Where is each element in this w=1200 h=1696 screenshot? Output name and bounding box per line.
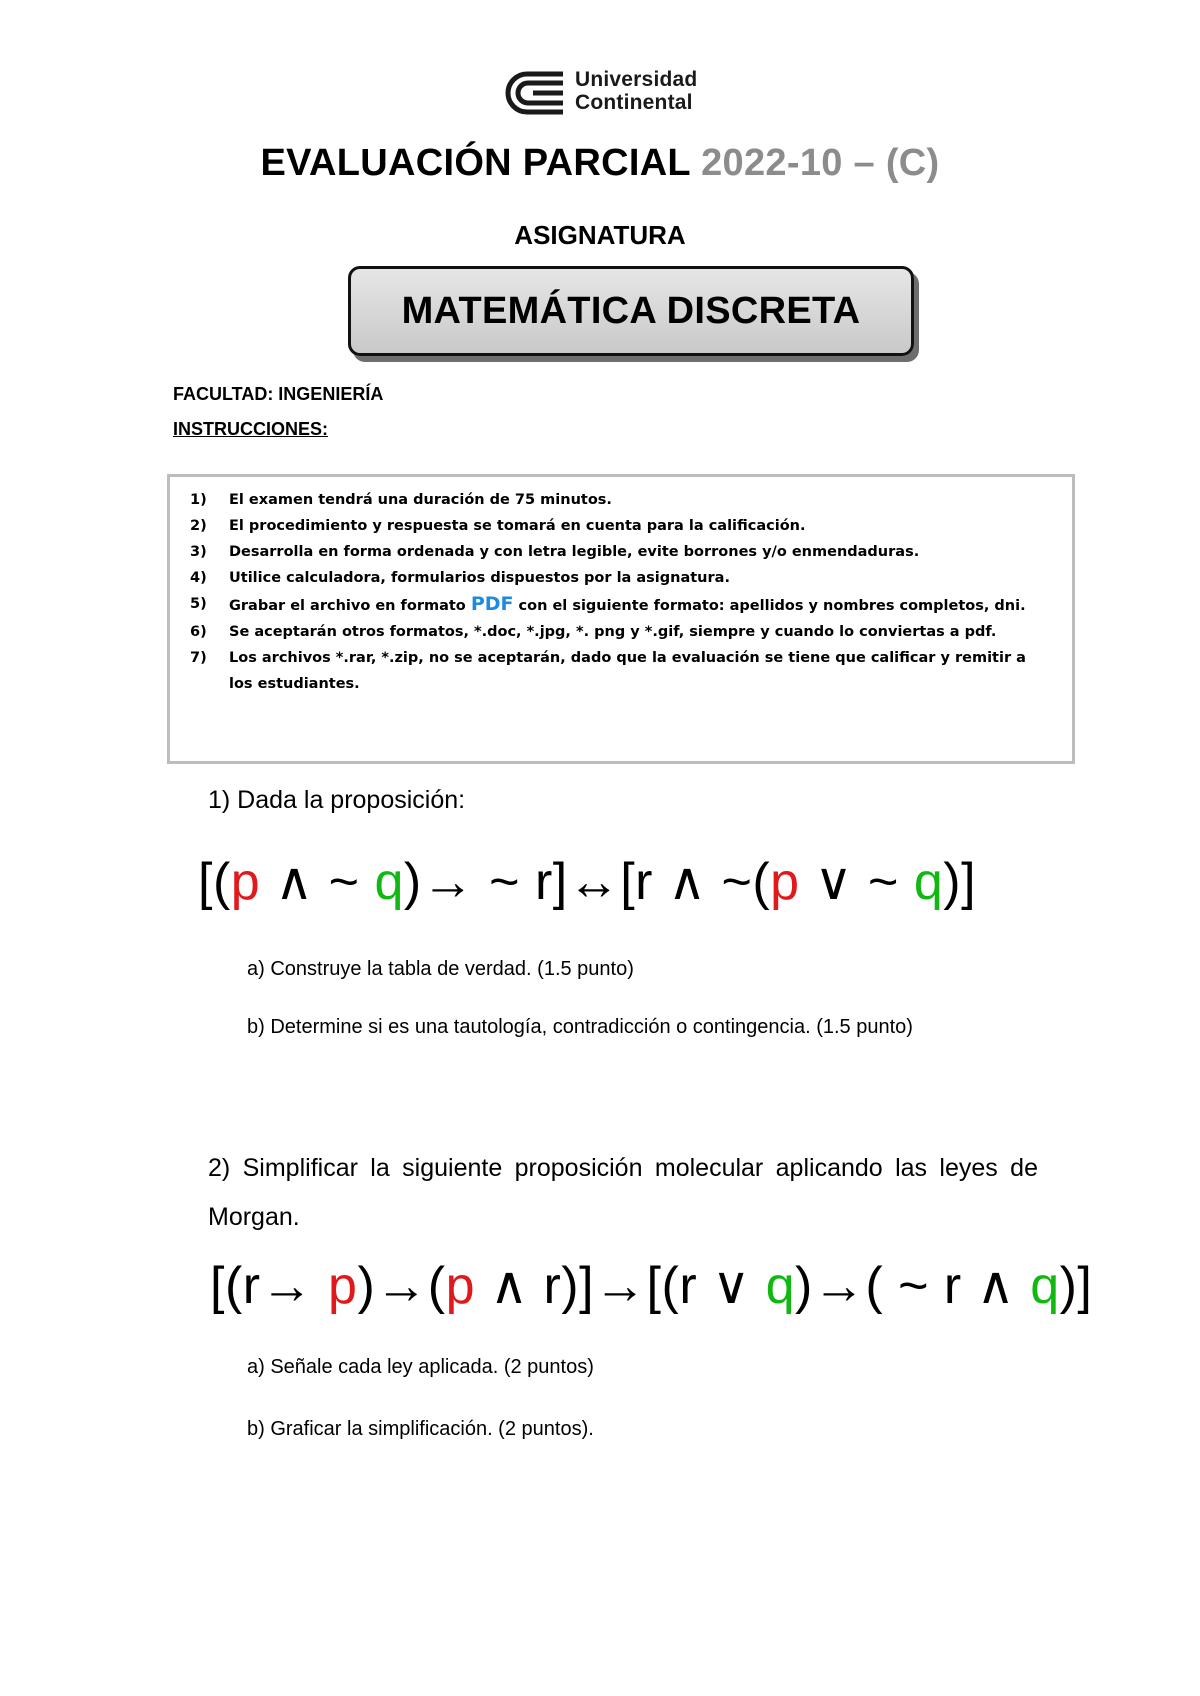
- instruction-item: 5) Grabar el archivo en formato PDF con el siguiente formato: apellidos y nombres completos, dni.: [190, 593, 1026, 615]
- university-logo-icon: [505, 70, 567, 116]
- logo-line-1: Universidad: [575, 68, 698, 91]
- pdf-highlight: PDF: [470, 593, 514, 615]
- instruction-item: 6) Se aceptarán otros formatos, *.doc, *.jpg, *. png y *.gif, siempre y cuando lo conviertas a pdf.: [190, 624, 997, 640]
- question-1-part-a: a) Construye la tabla de verdad. (1.5 punto): [247, 958, 634, 980]
- instructions-heading: INSTRUCCIONES:: [173, 419, 329, 439]
- question-2-text: 2) Simplificar la siguiente proposición molecular aplicando las leyes de Morgan.: [208, 1154, 1038, 1231]
- exam-title: [0, 142, 1200, 185]
- question-1-part-b: b) Determine si es una tautología, contradicción o contingencia. (1.5 punto): [247, 1016, 913, 1038]
- subject-label: ASIGNATURA: [514, 220, 686, 250]
- university-logo: [505, 68, 720, 118]
- question-1-text: 1) Dada la proposición:: [208, 786, 466, 814]
- instruction-item: 2) El procedimiento y respuesta se tomará en cuenta para la calificación.: [190, 518, 806, 534]
- instruction-item: 4) Utilice calculadora, formularios dispuestos por la asignatura.: [190, 570, 730, 586]
- instruction-item: 1) El examen tendrá una duración de 75 minutos.: [190, 492, 612, 508]
- university-logo-text: [575, 68, 697, 114]
- question-2-formula: [(r→ p)→(p ∧ r)]→[(r ∨ q)→( ~ r ∧ q)]: [210, 1257, 1093, 1315]
- question-2-part-a: a) Señale cada ley aplicada. (2 puntos): [247, 1356, 594, 1378]
- faculty-line: FACULTAD: INGENIERÍA: [173, 384, 384, 404]
- instructions-list: [190, 487, 1040, 697]
- exam-title-main: EVALUACIÓN PARCIAL: [260, 142, 691, 184]
- subject-name: MATEMÁTICA DISCRETA: [401, 289, 861, 332]
- instructions-box: [167, 474, 1075, 764]
- question-1-formula: [(p ∧ ~ q)→ ~ r]↔[r ∧ ~(p ∨ ~ q)]: [198, 853, 977, 911]
- instruction-item: 3) Desarrolla en forma ordenada y con letra legible, evite borrones y/o enmendaduras.: [190, 544, 920, 560]
- logo-line-2: Continental: [575, 91, 693, 114]
- exam-title-period: 2022-10 – (C): [701, 142, 940, 184]
- instruction-item: 7) Los archivos *.rar, *.zip, no se aceptarán, dado que la evaluación se tiene que calificar y remitir a los estudiantes.: [190, 650, 1026, 692]
- question-2-part-b: b) Graficar la simplificación. (2 puntos).: [247, 1418, 594, 1440]
- subject-name-box: [348, 266, 914, 356]
